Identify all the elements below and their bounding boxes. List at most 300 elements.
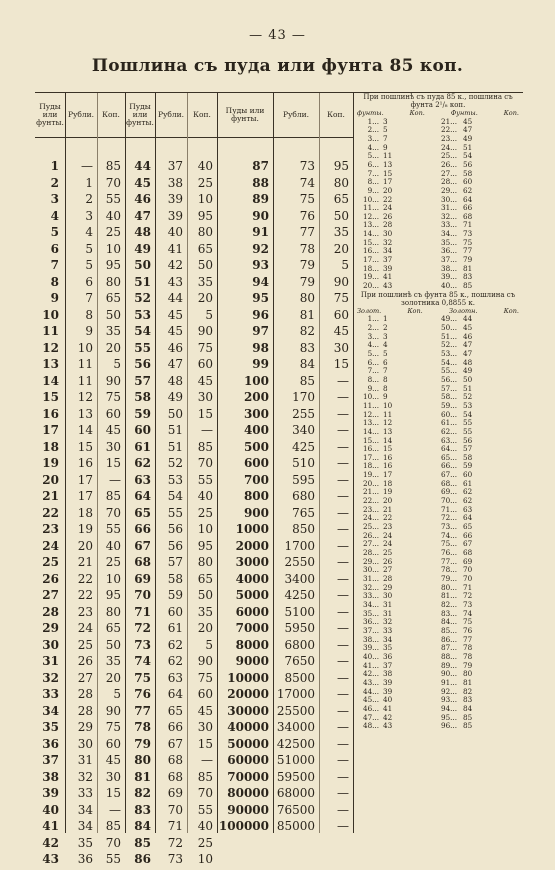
side-column-header: Золотн. (448, 306, 478, 315)
side-cell: 78 (463, 651, 473, 661)
table-cell: 37 (167, 159, 183, 173)
side-cell: 36... (363, 617, 379, 627)
table-cell: 65 (333, 192, 349, 206)
side-cell: 28... (441, 177, 457, 187)
table-cell: 80 (197, 555, 213, 569)
table-cell: — (81, 159, 93, 173)
table-cell: 44 (134, 159, 151, 173)
side-cell: 5... (367, 348, 379, 358)
table-cell: — (337, 588, 349, 602)
side-cell: 41... (363, 660, 379, 670)
table-cell: — (109, 472, 121, 487)
table-cell: — (337, 654, 349, 668)
side-cell: 51 (463, 142, 473, 152)
table-cell: 33 (42, 687, 59, 701)
table-cell: 87 (252, 159, 269, 173)
side-cell: 22... (441, 125, 457, 135)
side-cell: 64 (463, 194, 473, 204)
table-cell: 31 (42, 654, 59, 668)
table-cell: 45 (105, 753, 121, 767)
side-cell: 26... (363, 530, 379, 540)
table-cell: 65 (105, 291, 121, 305)
table-cell: 39 (167, 192, 183, 206)
table-cell: 700 (243, 472, 269, 487)
table-cell: 25 (197, 835, 213, 850)
side-cell: 56 (463, 435, 473, 445)
side-cell: 3... (367, 331, 379, 341)
table-cell: 74 (134, 654, 151, 668)
table-cell: 28 (42, 604, 59, 619)
table-cell: 52 (134, 291, 151, 305)
table-cell: 39 (167, 208, 183, 223)
table-cell: 100 (243, 373, 269, 388)
header-kop-1: Коп. (97, 93, 125, 138)
table-cell: 65 (197, 571, 213, 586)
side-cell: 39 (383, 677, 393, 687)
table-cell: 1700 (284, 538, 315, 553)
table-cell: 85000 (276, 819, 315, 833)
side-column-header: Коп. (407, 306, 423, 315)
table-cell: 2 (50, 175, 59, 190)
side-cell: 30 (383, 591, 393, 601)
table-cell: 73 (299, 159, 315, 173)
side-cell: 24... (441, 142, 457, 152)
table-cell: 75 (197, 670, 213, 685)
side-cell: 21... (441, 116, 457, 126)
table-cell: 21 (42, 489, 59, 503)
table-cell: 70 (105, 835, 121, 850)
side-column-header: Коп. (503, 109, 519, 117)
side-cell: 28 (383, 574, 393, 583)
side-cell: 14... (363, 229, 379, 239)
table-cell: 14 (42, 373, 59, 388)
table-cell: 45 (333, 324, 349, 338)
table-cell: — (337, 373, 349, 388)
side-cell: 11... (363, 400, 379, 410)
table-cell: — (337, 555, 349, 569)
side-cell: 40... (363, 651, 379, 661)
side-cell: 12... (363, 211, 379, 221)
table-cell: 76 (299, 208, 315, 223)
table-cell: 83 (299, 340, 315, 355)
table-cell: 13 (42, 357, 59, 371)
table-cell: 25 (42, 555, 59, 569)
table-cell: 42500 (276, 736, 315, 751)
table-cell: 60 (197, 357, 213, 371)
table-cell: 40 (105, 538, 121, 553)
side-cell: 31 (383, 608, 393, 618)
side-cell: 65... (441, 452, 457, 462)
side-cell: 38... (441, 263, 457, 273)
table-cell: 4250 (284, 588, 315, 602)
table-cell: 80 (134, 753, 151, 767)
table-cell: 25 (197, 175, 213, 190)
table-cell: 54 (167, 489, 183, 503)
table-cell: 22 (77, 588, 93, 602)
side-cell: 35... (363, 608, 379, 618)
table-cell: 28 (77, 703, 93, 718)
table-cell: 500 (243, 439, 269, 454)
table-cell: 38 (167, 175, 183, 190)
table-cell: 30 (197, 720, 213, 734)
table-cell: 85 (105, 159, 121, 173)
table-cell: 48 (167, 373, 183, 388)
side-cell: 30... (363, 565, 379, 575)
side-cell: 32... (441, 211, 457, 221)
side-cell: 83 (463, 695, 473, 705)
side-cell: 14 (383, 435, 393, 445)
table-cell: 72 (134, 621, 151, 635)
side-cell: 32 (383, 237, 393, 247)
table-cell: 90 (105, 373, 121, 388)
side-cell: 37 (383, 660, 393, 670)
side-cell: 38 (383, 669, 393, 679)
table-cell: 1000 (235, 522, 269, 536)
table-cell: 88 (252, 175, 269, 190)
side-cell: 3 (383, 331, 388, 341)
side-cell: 62... (441, 426, 457, 436)
table-cell: 28 (77, 687, 93, 701)
side-cell: 10... (363, 194, 379, 204)
table-cell: 85 (299, 373, 315, 388)
table-cell: 79 (299, 274, 315, 289)
table-cell: 15 (105, 456, 121, 470)
side-cell: 36... (441, 246, 457, 256)
side-cell: 2... (367, 322, 379, 332)
side-cell: 27 (383, 565, 393, 575)
table-cell: 5 (50, 225, 59, 239)
table-cell: 49 (134, 241, 151, 256)
side-cell: 82 (463, 686, 473, 696)
side-cell: 76... (441, 548, 457, 558)
table-cell: — (337, 720, 349, 734)
side-cell: 73 (463, 599, 473, 609)
side-cell: 63 (463, 504, 473, 514)
table-cell: 11 (77, 357, 93, 371)
side-cell: 71 (463, 220, 473, 230)
table-cell: 68 (167, 769, 183, 784)
table-cell: 40 (197, 819, 213, 833)
table-cell: 21 (77, 555, 93, 569)
table-cell: — (337, 472, 349, 487)
side-cell: 35... (441, 237, 457, 247)
table-cell: — (109, 802, 121, 817)
table-cell: — (337, 769, 349, 784)
side-cell: 77 (463, 246, 473, 256)
table-cell: 24 (77, 621, 93, 635)
table-cell: 33 (77, 786, 93, 800)
header-kop-2: Коп. (187, 93, 217, 138)
side-cell: 20... (363, 478, 379, 488)
side-cell: 39... (441, 272, 457, 282)
side-cell: 68 (463, 211, 473, 221)
side-cell: 29 (383, 582, 393, 592)
table-cell: 35 (197, 274, 213, 289)
table-cell: 5 (205, 637, 213, 652)
side-cell: 18... (363, 263, 379, 273)
table-cell: 90000 (227, 802, 269, 817)
table-cell: 91 (252, 225, 269, 239)
side-cell: 78... (441, 565, 457, 575)
table-cell: 14 (77, 423, 93, 437)
table-cell: 80 (299, 291, 315, 305)
table-cell: 3 (50, 192, 59, 206)
table-cell: 35 (77, 835, 93, 850)
table-cell: 2550 (284, 555, 315, 569)
side-cell: 18... (363, 461, 379, 471)
side-cell: 55 (463, 426, 473, 436)
table-cell: 55 (134, 340, 151, 355)
table-cell: 81 (134, 769, 151, 784)
table-cell: 70 (105, 175, 121, 190)
side-cell: 25... (441, 151, 457, 161)
side-cell: 28... (363, 548, 379, 558)
side-cell: 69... (441, 487, 457, 497)
side-cell: 85... (441, 625, 457, 635)
table-cell: 23 (77, 604, 93, 619)
table-cell: 60000 (227, 753, 269, 767)
table-cell: 38 (42, 769, 59, 784)
side-cell: 30 (383, 229, 393, 239)
table-cell: 39 (42, 786, 59, 800)
side-cell: 53 (463, 400, 473, 410)
table-cell: 19 (77, 522, 93, 536)
table-cell: 95 (105, 258, 121, 272)
table-cell: 20 (105, 340, 121, 355)
table-cell: 15 (42, 390, 59, 404)
side-cell: 88... (441, 651, 457, 661)
side-cell: 2 (383, 322, 388, 332)
side-cell: 22 (383, 513, 393, 523)
side-cell: 83... (441, 608, 457, 618)
side-cell: 70 (463, 565, 473, 575)
side-cell: 53... (441, 348, 457, 358)
side-cell: 45 (463, 322, 473, 332)
table-cell: 70 (167, 802, 183, 817)
table-cell: 60 (134, 423, 151, 437)
side-cell: 44... (363, 686, 379, 696)
table-cell: 1 (50, 159, 59, 173)
table-cell: 20 (333, 241, 349, 256)
side-cell: 2... (367, 125, 379, 135)
side-cell: 39... (363, 643, 379, 653)
side-cell: 9 (383, 142, 388, 152)
table-cell: 68 (134, 555, 151, 569)
table-cell: 15 (197, 736, 213, 751)
side-cell: 9... (367, 185, 379, 195)
side-row (353, 282, 523, 291)
side-cell: 15... (363, 237, 379, 247)
side-cell: 47 (463, 125, 473, 135)
table-cell: 80 (333, 175, 349, 190)
table-cell: 6 (85, 274, 93, 289)
page-number: — 43 — (249, 28, 306, 43)
side-cell: 66 (463, 530, 473, 540)
table-cell: 5000 (235, 588, 269, 602)
table-cell: 5 (113, 687, 121, 701)
table-cell: 53 (134, 307, 151, 322)
table-cell: 50 (105, 637, 121, 652)
side-cell: 42... (363, 669, 379, 679)
header-rub-1: Рубли. (65, 93, 97, 138)
side-cell: 50 (463, 374, 473, 384)
table-cell: 64 (134, 489, 151, 503)
side-cell: 81 (463, 677, 473, 687)
table-cell: 30 (105, 769, 121, 784)
table-cell: 50 (333, 208, 349, 223)
side-cell: 70... (441, 496, 457, 506)
table-cell: 46 (167, 340, 183, 355)
side-cell: 44 (463, 314, 473, 324)
side-cell: 58 (463, 452, 473, 462)
table-cell: 10 (77, 340, 93, 355)
side-cell: 55 (463, 418, 473, 428)
table-cell: 20 (42, 472, 59, 487)
side-cell: 60... (441, 409, 457, 419)
table-cell: 41 (167, 241, 183, 256)
side-cell: 41 (383, 703, 393, 713)
side-cell: 35 (383, 643, 393, 653)
table-cell: 22 (77, 571, 93, 586)
side-cell: 39 (383, 686, 393, 696)
table-cell: 60 (197, 687, 213, 701)
table-cell: 50 (197, 588, 213, 602)
table-cell: 95 (105, 588, 121, 602)
side-cell: 40 (383, 695, 393, 705)
side-cell: 24... (363, 513, 379, 523)
table-cell: 80 (105, 274, 121, 289)
side-cell: 79... (441, 574, 457, 583)
table-cell: 62 (134, 456, 151, 470)
side-cell: 64... (441, 444, 457, 454)
table-cell: 72 (167, 835, 183, 850)
table-cell: 73 (134, 637, 151, 652)
table-cell: 75 (197, 340, 213, 355)
table-cell: 60 (105, 736, 121, 751)
table-cell: 55 (105, 192, 121, 206)
side-cell: 76 (463, 625, 473, 635)
side-cell: 40... (441, 281, 457, 291)
side-cell: 17... (363, 255, 379, 265)
table-cell: 51 (167, 423, 183, 437)
side-cell: 8... (367, 177, 379, 187)
header-rub-3: Рубли. (273, 93, 319, 138)
table-cell: 5 (85, 258, 93, 272)
table-cell: 64 (167, 687, 183, 701)
side-cell: 6... (367, 159, 379, 169)
side-cell: 49 (463, 133, 473, 143)
side-cell: 73 (463, 229, 473, 239)
side-cell: 23 (383, 522, 393, 532)
table-cell: 22 (42, 505, 59, 520)
table-cell: 57 (167, 555, 183, 569)
table-cell: 84 (134, 819, 151, 833)
side-cell: 47 (463, 348, 473, 358)
side-cell: 26 (383, 211, 393, 221)
table-cell: 50 (197, 258, 213, 272)
table-cell: 35 (333, 225, 349, 239)
table-cell: 78 (299, 241, 315, 256)
table-cell: 7 (50, 258, 59, 272)
table-cell: 7650 (284, 654, 315, 668)
table-cell: — (337, 736, 349, 751)
table-cell: 83 (134, 802, 151, 817)
table-cell: 10 (105, 571, 121, 586)
side-cell: 50... (441, 322, 457, 332)
table-cell: 5 (341, 258, 349, 272)
table-cell: 90 (333, 274, 349, 289)
table-cell: 27 (42, 588, 59, 602)
table-cell: 71 (134, 604, 151, 619)
side-cell: 34 (383, 246, 393, 256)
side-cell: 4 (383, 340, 388, 350)
side-cell: 94... (441, 703, 457, 713)
table-cell: 90 (252, 208, 269, 223)
table-cell: 45 (197, 373, 213, 388)
table-cell: — (337, 670, 349, 685)
side-cell: 96... (441, 721, 457, 731)
side-cell: 12... (363, 409, 379, 419)
side-cell: 59... (441, 400, 457, 410)
table-cell: 55 (105, 522, 121, 536)
table-cell: 68 (167, 753, 183, 767)
table-cell: 55 (197, 472, 213, 487)
table-cell: 30 (77, 736, 93, 751)
side-cell: 81... (441, 591, 457, 601)
table-cell: 81 (299, 307, 315, 322)
side-cell: 22 (383, 194, 393, 204)
side-cell: 42 (383, 712, 393, 722)
side-cell: 5... (367, 151, 379, 161)
table-cell: 84 (299, 357, 315, 371)
table-cell: 6 (50, 241, 59, 256)
table-cell: 9000 (235, 654, 269, 668)
side-cell: 6... (367, 357, 379, 367)
side-cell: 57... (441, 383, 457, 393)
table-cell: — (337, 802, 349, 817)
table-cell: 75 (299, 192, 315, 206)
table-cell: 10 (197, 192, 213, 206)
table-cell: 50000 (227, 736, 269, 751)
table-cell: 200 (243, 390, 269, 404)
table-cell: 36 (42, 736, 59, 751)
side-cell: 11 (383, 409, 393, 419)
side-cell: 58 (463, 168, 473, 178)
table-cell: 54 (134, 324, 151, 338)
table-cell: 8500 (284, 670, 315, 685)
table-cell: — (337, 621, 349, 635)
table-cell: 61 (167, 621, 183, 635)
table-cell: 35 (105, 654, 121, 668)
table-cell: 255 (292, 406, 315, 421)
side-cell: 85 (463, 721, 473, 731)
table-cell: 66 (167, 720, 183, 734)
table-cell: 68000 (276, 786, 315, 800)
table-cell: 44 (167, 291, 183, 305)
table-cell: 26 (42, 571, 59, 586)
side-cell: 16... (363, 246, 379, 256)
side-cell: 19... (363, 272, 379, 282)
table-cell: — (337, 439, 349, 454)
table-cell: — (337, 423, 349, 437)
side-cell: 70 (463, 574, 473, 583)
side-cell: 16... (363, 444, 379, 454)
side-cell: 62 (463, 487, 473, 497)
side-cell: 54... (441, 357, 457, 367)
table-cell: 34 (77, 802, 93, 817)
table-cell: 74 (299, 175, 315, 190)
side-cell: 61 (463, 478, 473, 488)
